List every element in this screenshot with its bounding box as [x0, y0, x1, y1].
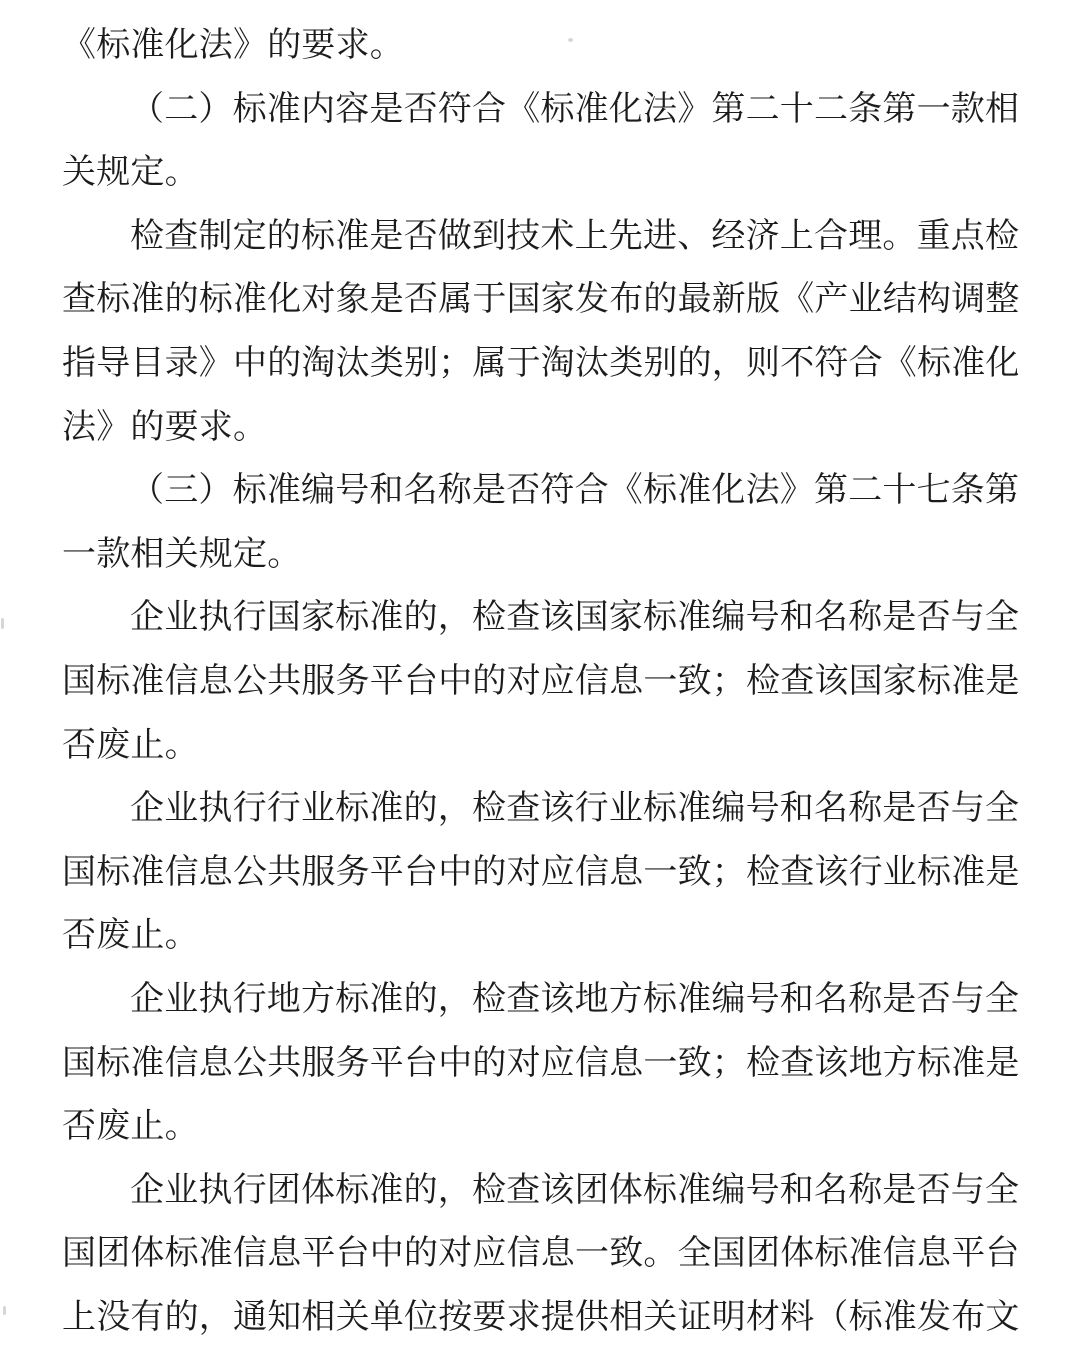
text-line-21: 上没有的，通知相关单位按要求提供相关证明材料（标准发布文: [62, 1298, 1020, 1336]
text-line-7: 法》的要求。: [62, 408, 268, 446]
text-line-2: （二）标准内容是否符合《标准化法》第二十二条第一款相: [130, 90, 1020, 128]
document-text-block: [62, 14, 1020, 1349]
text-line-11: 国标准信息公共服务平台中的对应信息一致；检查该国家标准是: [62, 662, 1020, 700]
text-line-20: 国团体标准信息平台中的对应信息一致。全国团体标准信息平台: [62, 1235, 1020, 1273]
text-line-13: 企业执行行业标准的，检查该行业标准编号和名称是否与全: [130, 790, 1020, 828]
text-line-4: 检查制定的标准是否做到技术上先进、经济上合理。重点检: [130, 217, 1020, 255]
text-line-17: 国标准信息公共服务平台中的对应信息一致；检查该地方标准是: [62, 1044, 1020, 1082]
text-line-6: 指导目录》中的淘汰类别；属于淘汰类别的，则不符合《标准化: [62, 344, 1020, 382]
scan-speck: [1, 618, 4, 629]
text-line-1: 《标准化法》的要求。: [62, 27, 404, 64]
text-line-5: 查标准的标准化对象是否属于国家发布的最新版《产业结构调整: [62, 281, 1020, 319]
text-line-18: 否废止。: [62, 1108, 199, 1146]
text-line-3: 关规定。: [62, 154, 199, 192]
text-line-14: 国标准信息公共服务平台中的对应信息一致；检查该行业标准是: [62, 853, 1020, 891]
text-line-19: 企业执行团体标准的，检查该团体标准编号和名称是否与全: [130, 1171, 1020, 1209]
text-line-9: 一款相关规定。: [62, 535, 302, 573]
text-line-12: 否废止。: [62, 726, 199, 764]
text-line-10: 企业执行国家标准的，检查该国家标准编号和名称是否与全: [130, 599, 1020, 637]
scan-speck: [568, 38, 573, 42]
text-line-16: 企业执行地方标准的，检查该地方标准编号和名称是否与全: [130, 980, 1020, 1018]
text-line-8: （三）标准编号和名称是否符合《标准化法》第二十七条第: [130, 472, 1020, 510]
text-line-15: 否废止。: [62, 917, 199, 955]
scan-speck: [3, 1306, 6, 1315]
